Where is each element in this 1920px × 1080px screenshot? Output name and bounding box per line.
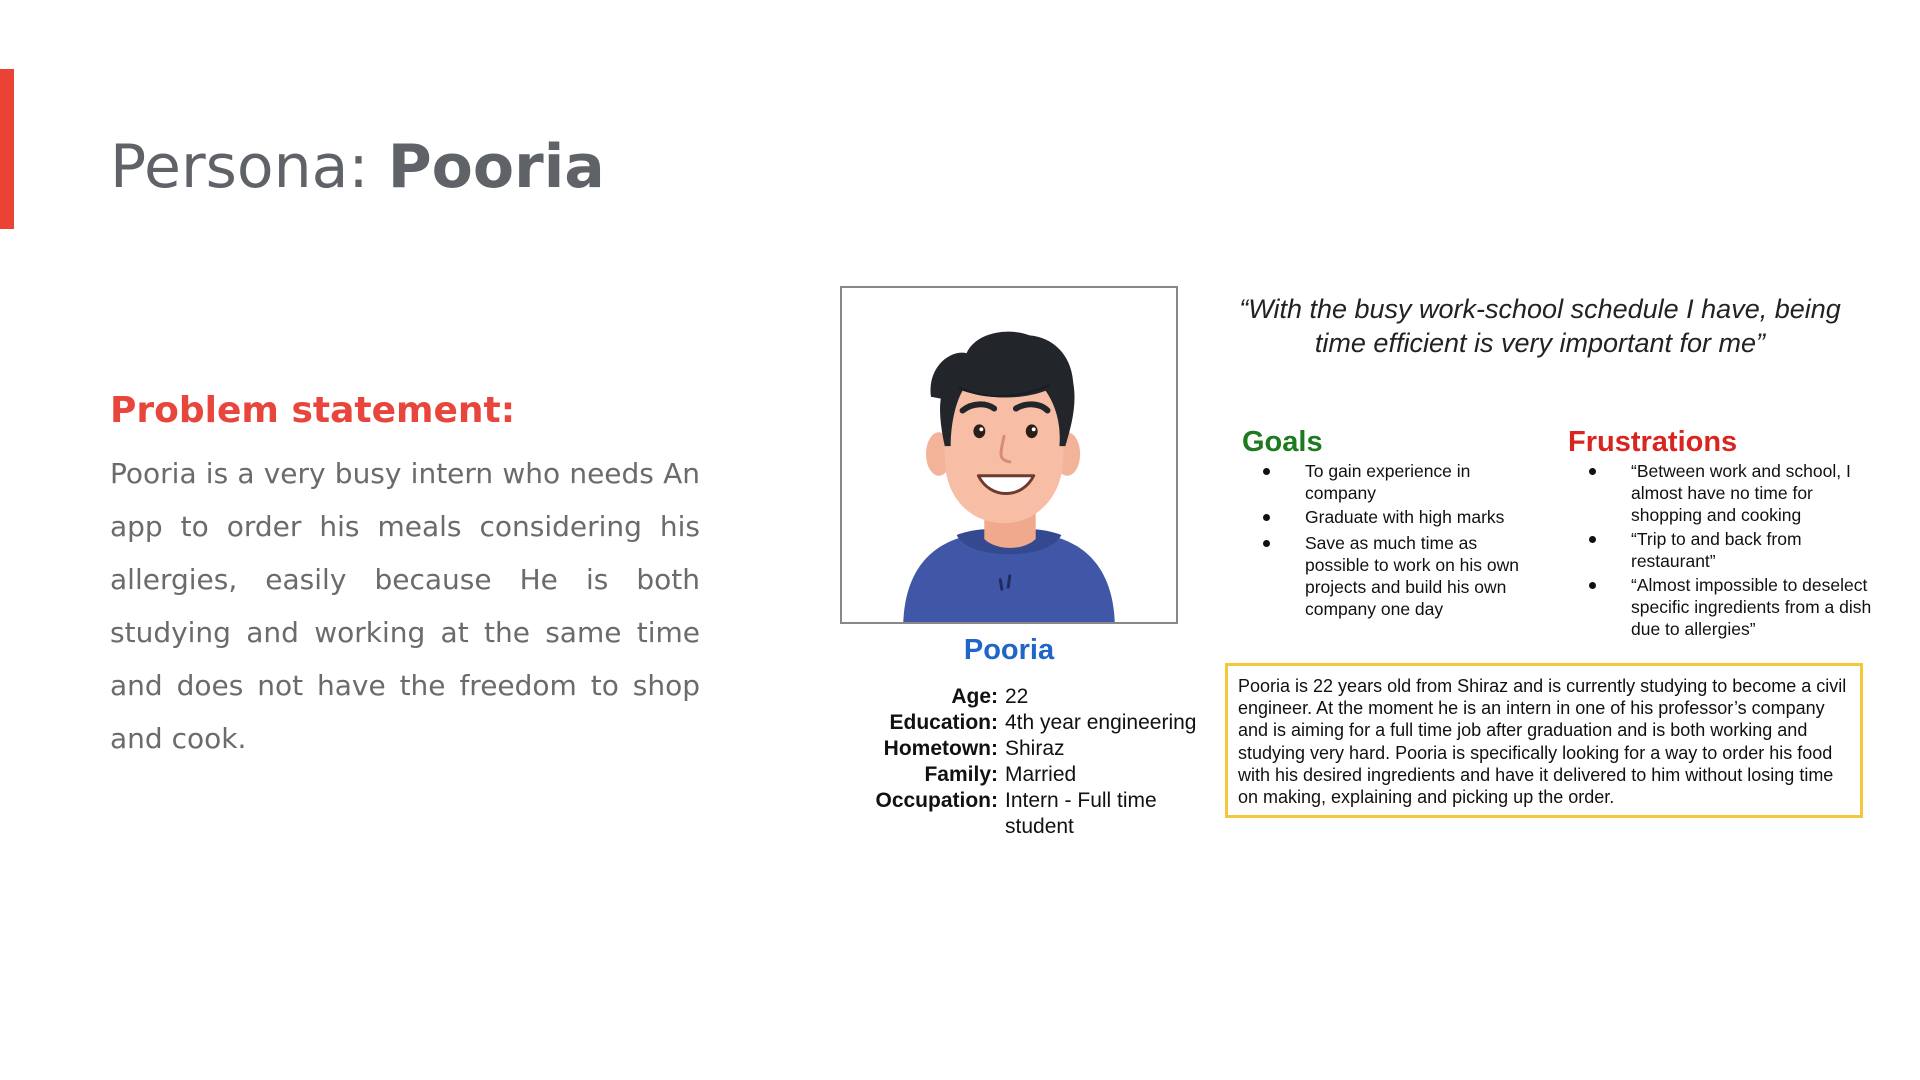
- goal-text: To gain experience in company: [1305, 461, 1471, 503]
- info-row-age: [838, 684, 1223, 710]
- goal-text: Save as much time as possible to work on his own projects and build his own company one day: [1305, 533, 1519, 619]
- info-row-education: [838, 710, 1223, 736]
- goals-list: [1250, 460, 1540, 622]
- goals-heading: Goals: [1242, 426, 1323, 458]
- persona-quote: “With the busy work-school schedule I have, being time efficient is very important for me”: [1239, 294, 1841, 358]
- info-value: 22: [1005, 685, 1029, 708]
- title-name: Pooria: [387, 132, 605, 202]
- persona-photo: [840, 286, 1178, 624]
- info-label: Hometown:: [883, 737, 998, 760]
- list-item: [1576, 460, 1876, 526]
- problem-statement-text: Pooria is a very busy intern who needs An app to order his meals considering his allergies, easily because He is both studying and working at the same time and does not have the freedom to shop and cook.: [110, 457, 700, 755]
- goal-text: Graduate with high marks: [1305, 507, 1505, 527]
- info-value: Intern - Full time student: [1005, 789, 1157, 838]
- frustration-text: “Almost impossible to deselect specific ingredients from a dish due to allergies”: [1631, 575, 1872, 639]
- list-item: [1576, 528, 1876, 572]
- info-label: Age:: [951, 685, 998, 708]
- bullet-icon: [1589, 582, 1596, 589]
- list-item: [1250, 506, 1540, 528]
- bullet-icon: [1263, 514, 1270, 521]
- frustration-text: “Between work and school, I almost have no time for shopping and cooking: [1631, 461, 1851, 525]
- persona-info: [838, 684, 1223, 840]
- persona-name: Pooria: [963, 634, 1055, 666]
- frustrations-heading: Frustrations: [1568, 426, 1738, 458]
- bullet-icon: [1263, 468, 1270, 475]
- cartoon-man-avatar-icon: [842, 288, 1176, 622]
- title-prefix: Persona:: [110, 132, 388, 202]
- info-row-occupation: [838, 788, 1223, 840]
- list-item: [1250, 460, 1540, 504]
- info-value: Married: [1005, 763, 1077, 786]
- bullet-icon: [1589, 468, 1596, 475]
- persona-bio: Pooria is 22 years old from Shiraz and is currently studying to become a civil engineer. At the moment he is an intern in one of his professor’s company and is aiming for a full time job after graduation and is both working and studying very hard. Pooria is specifically looking for a way to order his food with his desired ingredients and have it delivered to him without losing time on making, explaining and picking up the order.: [1225, 663, 1863, 818]
- list-item: [1250, 532, 1540, 620]
- info-row-hometown: [838, 736, 1223, 762]
- frustrations-list: [1576, 460, 1876, 642]
- title-accent-bar: [0, 69, 14, 229]
- info-row-family: [838, 762, 1223, 788]
- info-label: Family:: [924, 763, 998, 786]
- frustration-text: “Trip to and back from restaurant”: [1631, 529, 1802, 571]
- problem-statement-heading: Problem statement:: [110, 390, 516, 431]
- info-label: Occupation:: [875, 789, 998, 812]
- info-value: Shiraz: [1005, 737, 1065, 760]
- info-label: Education:: [889, 711, 998, 734]
- slide-title: [110, 122, 605, 212]
- bullet-icon: [1263, 540, 1270, 547]
- info-value: 4th year engineering: [1005, 711, 1197, 734]
- list-item: [1576, 574, 1876, 640]
- bullet-icon: [1589, 536, 1596, 543]
